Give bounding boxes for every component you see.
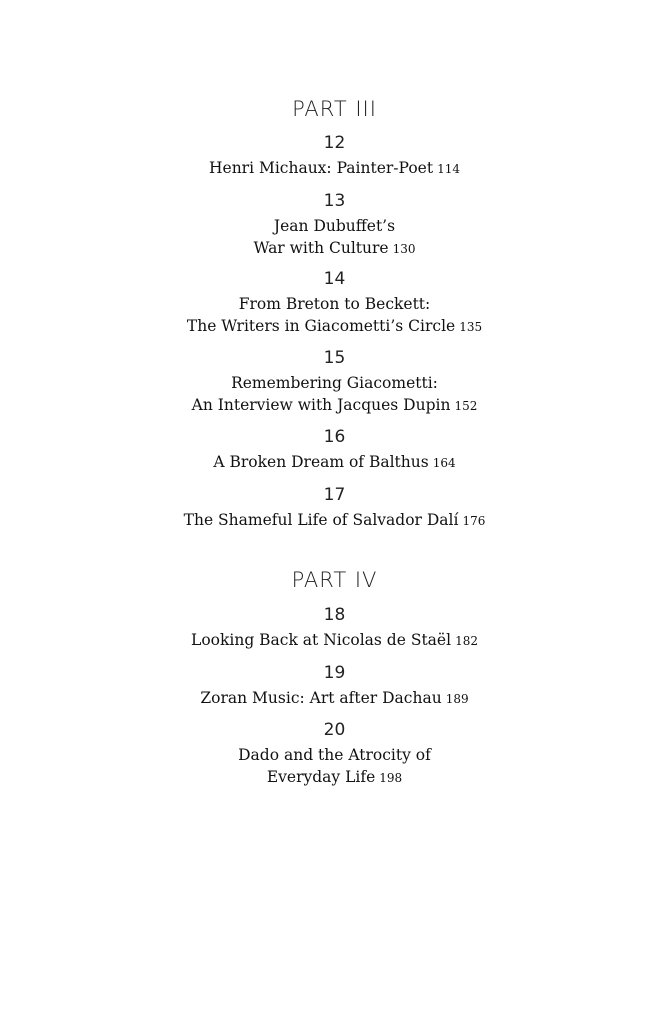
part-heading: PART III: [292, 97, 377, 121]
chapter-title: Everyday Life: [266, 768, 376, 786]
chapter-title-line: From Breton to Beckett:: [238, 295, 431, 313]
chapter-title-line: [0, 451, 669, 474]
chapter-title: A Broken Dream of Balthus: [213, 453, 429, 471]
chapter-number: 18: [323, 605, 346, 625]
chapter-title-line: [0, 629, 669, 652]
toc-entry: [0, 663, 669, 710]
chapter-title-line: [0, 315, 669, 338]
chapter-title-line: Dado and the Atrocity of: [238, 746, 431, 764]
chapter-title-line: [0, 237, 669, 260]
part-heading: PART IV: [291, 568, 378, 592]
chapter-number: 14: [323, 269, 346, 289]
chapter-title: Looking Back at Nicolas de Staël: [191, 631, 452, 649]
toc-entry: [0, 133, 669, 180]
toc-entry: [0, 269, 669, 338]
page-number: 189: [445, 692, 469, 706]
page-number: 182: [455, 634, 478, 648]
chapter-number: 20: [323, 720, 346, 740]
chapter-title-line: Jean Dubuffet’s: [273, 217, 396, 235]
page-number: 152: [454, 399, 478, 413]
chapter-title-line: Remembering Giacometti:: [231, 374, 438, 392]
chapter-title-line: [0, 509, 669, 532]
toc-entry: [0, 191, 669, 260]
chapter-title: The Writers in Giacometti’s Circle: [186, 317, 456, 335]
chapter-title: War with Culture: [253, 239, 389, 257]
chapter-number: 19: [323, 663, 346, 683]
page-number: 164: [432, 456, 456, 470]
page-number: 135: [459, 320, 483, 334]
page-number: 114: [437, 162, 460, 176]
toc-entry: [0, 605, 669, 652]
chapter-title-line: [0, 766, 669, 789]
toc-entry: [0, 720, 669, 789]
toc-entry: [0, 348, 669, 417]
chapter-title-line: [0, 687, 669, 710]
chapter-title: Henri Michaux: Painter-Poet: [209, 159, 434, 177]
page-number: 176: [462, 514, 486, 528]
chapter-number: 13: [323, 191, 346, 211]
toc-entry: [0, 485, 669, 532]
chapter-number: 17: [323, 485, 346, 505]
chapter-number: 15: [323, 348, 346, 368]
chapter-title-line: [0, 394, 669, 417]
chapter-title-line: [0, 157, 669, 180]
chapter-title: An Interview with Jacques Dupin: [191, 396, 451, 414]
toc-entry: [0, 427, 669, 474]
chapter-number: 12: [323, 133, 346, 153]
page-number: 130: [392, 242, 416, 256]
chapter-title: Zoran Music: Art after Dachau: [200, 689, 442, 707]
page-number: 198: [379, 771, 403, 785]
chapter-title: The Shameful Life of Salvador Dalí: [183, 511, 459, 529]
chapter-number: 16: [323, 427, 346, 447]
